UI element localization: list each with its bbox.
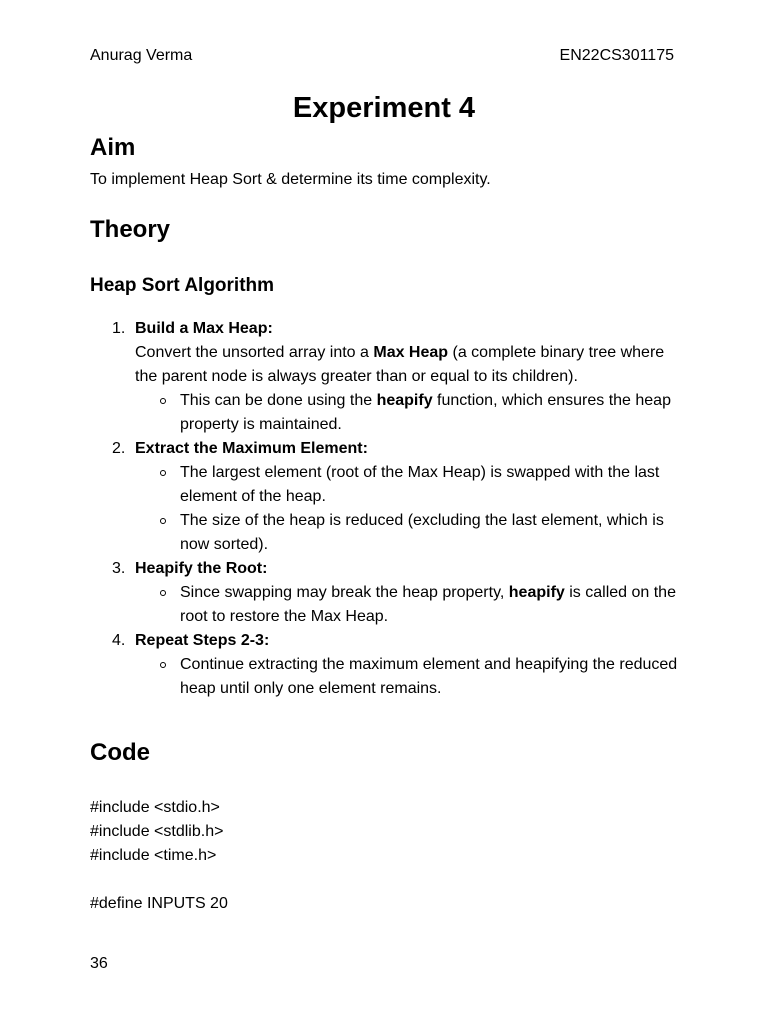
list-item bbox=[90, 317, 690, 437]
hollow-bullet-icon bbox=[160, 470, 166, 476]
hollow-bullet-icon bbox=[160, 398, 166, 404]
step-number: 4. bbox=[112, 632, 126, 649]
step-title: Extract the Maximum Element: bbox=[135, 440, 368, 457]
algorithm-subheading: Heap Sort Algorithm bbox=[90, 275, 275, 296]
hollow-bullet-icon bbox=[160, 590, 166, 596]
code-line: #include <stdio.h> bbox=[90, 799, 220, 816]
list-item: The size of the heap is reduced (excluding the last element, which is now sorted). bbox=[135, 509, 690, 557]
list-item: This can be done using the heapify function, which ensures the heap property is maintained. bbox=[135, 389, 690, 437]
theory-heading: Theory bbox=[90, 216, 171, 243]
step-title: Repeat Steps 2-3: bbox=[135, 632, 270, 649]
list-item: The largest element (root of the Max Heap) is swapped with the last element of the heap. bbox=[135, 461, 690, 509]
step-number: 1. bbox=[112, 320, 126, 337]
code-line: #include <stdlib.h> bbox=[90, 823, 224, 840]
page-number: 36 bbox=[90, 955, 108, 972]
step-number: 2. bbox=[112, 440, 126, 457]
aim-text: To implement Heap Sort & determine its time complexity. bbox=[90, 171, 491, 188]
roll-number: EN22CS301175 bbox=[559, 47, 674, 64]
hollow-bullet-icon bbox=[160, 518, 166, 524]
page-title: Experiment 4 bbox=[292, 92, 476, 124]
list-item bbox=[90, 557, 690, 629]
code-line: #define INPUTS 20 bbox=[90, 895, 228, 912]
hollow-bullet-icon bbox=[160, 662, 166, 668]
code-line: #include <time.h> bbox=[90, 847, 217, 864]
list-item bbox=[90, 629, 690, 701]
algorithm-steps-list bbox=[90, 317, 690, 701]
step-title: Heapify the Root: bbox=[135, 560, 268, 577]
step-title: Build a Max Heap: bbox=[135, 320, 273, 337]
aim-heading: Aim bbox=[90, 134, 136, 161]
code-heading: Code bbox=[90, 739, 150, 766]
list-item: Since swapping may break the heap property, heapify is called on the root to restore the Max Heap. bbox=[135, 581, 690, 629]
author-name: Anurag Verma bbox=[90, 47, 193, 64]
list-item: Continue extracting the maximum element and heapifying the reduced heap until only one element remains. bbox=[135, 653, 690, 701]
step-number: 3. bbox=[112, 560, 126, 577]
list-item bbox=[90, 437, 690, 557]
step-description: Convert the unsorted array into a Max Heap (a complete binary tree where the parent node is always greater than or equal to its children). bbox=[135, 344, 665, 385]
